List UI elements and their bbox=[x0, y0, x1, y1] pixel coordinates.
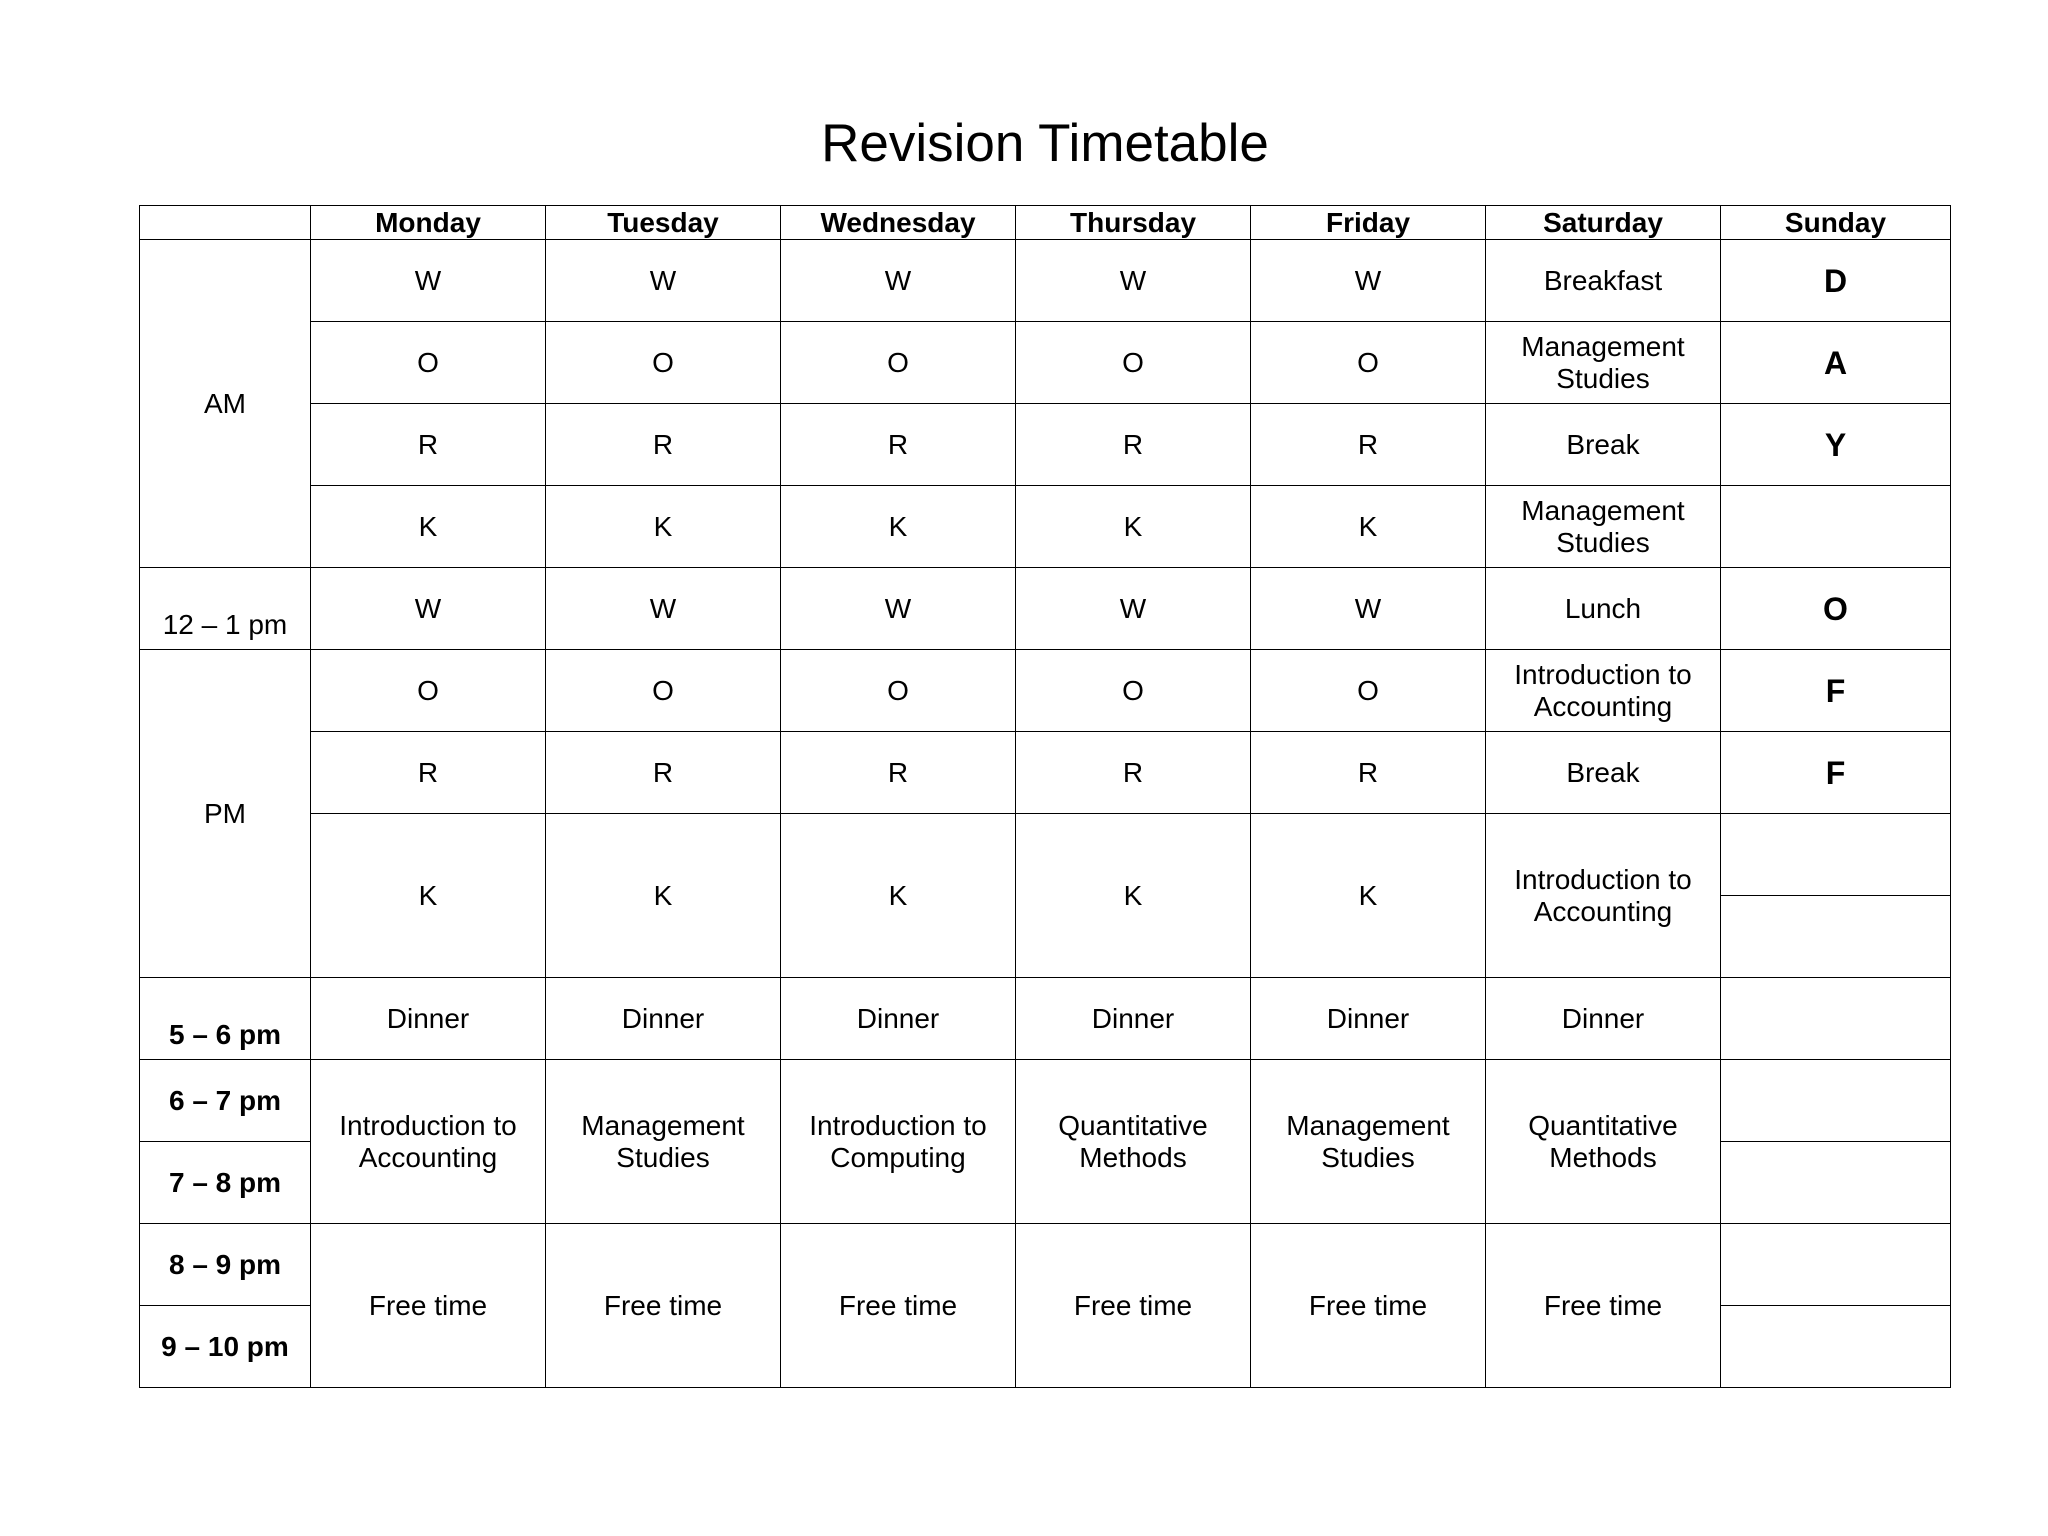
corner-cell bbox=[140, 206, 311, 240]
slot-5-6pm: 5 – 6 pm bbox=[140, 978, 311, 1060]
work-letter: W bbox=[781, 240, 1016, 322]
work-letter: K bbox=[1016, 814, 1251, 978]
sunday-empty bbox=[1721, 1060, 1951, 1142]
day-header-thursday: Thursday bbox=[1016, 206, 1251, 240]
work-letter: W bbox=[311, 240, 546, 322]
dinner-cell: Dinner bbox=[781, 978, 1016, 1060]
saturday-break: Break bbox=[1486, 732, 1721, 814]
work-letter: K bbox=[1251, 486, 1486, 568]
work-letter: W bbox=[781, 568, 1016, 650]
work-letter: R bbox=[311, 732, 546, 814]
evening-subject-saturday: Quantitative Methods bbox=[1486, 1060, 1721, 1224]
work-letter: O bbox=[781, 650, 1016, 732]
slot-7-8pm: 7 – 8 pm bbox=[140, 1142, 311, 1224]
work-letter: W bbox=[1016, 240, 1251, 322]
work-letter: O bbox=[311, 650, 546, 732]
free-time-cell: Free time bbox=[1251, 1224, 1486, 1388]
work-letter: K bbox=[781, 486, 1016, 568]
sunday-empty bbox=[1721, 1306, 1951, 1388]
sunday-empty bbox=[1721, 1224, 1951, 1306]
work-letter: R bbox=[311, 404, 546, 486]
free-time-cell: Free time bbox=[311, 1224, 546, 1388]
sunday-letter: A bbox=[1721, 322, 1951, 404]
work-letter: K bbox=[311, 486, 546, 568]
dinner-cell: Dinner bbox=[1251, 978, 1486, 1060]
slot-pm: PM bbox=[140, 650, 311, 978]
slot-am: AM bbox=[140, 240, 311, 568]
work-letter: W bbox=[546, 568, 781, 650]
sunday-letter: F bbox=[1721, 650, 1951, 732]
day-header-tuesday: Tuesday bbox=[546, 206, 781, 240]
free-time-cell: Free time bbox=[546, 1224, 781, 1388]
work-letter: O bbox=[546, 650, 781, 732]
sunday-empty bbox=[1721, 814, 1951, 896]
saturday-intro-accounting: Introduction to Accounting bbox=[1486, 814, 1721, 978]
work-letter: W bbox=[1251, 568, 1486, 650]
slot-noon: 12 – 1 pm bbox=[140, 568, 311, 650]
work-letter: O bbox=[311, 322, 546, 404]
dinner-cell: Dinner bbox=[311, 978, 546, 1060]
work-letter: R bbox=[1016, 404, 1251, 486]
sunday-empty bbox=[1721, 896, 1951, 978]
revision-timetable bbox=[139, 205, 1951, 1388]
work-letter: K bbox=[781, 814, 1016, 978]
work-letter: K bbox=[1016, 486, 1251, 568]
work-letter: R bbox=[546, 404, 781, 486]
free-time-cell: Free time bbox=[1016, 1224, 1251, 1388]
slot-6-7pm: 6 – 7 pm bbox=[140, 1060, 311, 1142]
work-letter: O bbox=[1251, 322, 1486, 404]
work-letter: W bbox=[1016, 568, 1251, 650]
work-letter: K bbox=[311, 814, 546, 978]
sunday-empty bbox=[1721, 486, 1951, 568]
work-letter: R bbox=[546, 732, 781, 814]
evening-subject-monday: Introduction to Accounting bbox=[311, 1060, 546, 1224]
work-letter: O bbox=[781, 322, 1016, 404]
work-letter: K bbox=[546, 486, 781, 568]
sunday-empty bbox=[1721, 1142, 1951, 1224]
day-header-sunday: Sunday bbox=[1721, 206, 1951, 240]
day-header-friday: Friday bbox=[1251, 206, 1486, 240]
saturday-management-studies: Management Studies bbox=[1486, 322, 1721, 404]
evening-subject-wednesday: Introduction to Computing bbox=[781, 1060, 1016, 1224]
slot-8-9pm: 8 – 9 pm bbox=[140, 1224, 311, 1306]
sunday-letter: Y bbox=[1721, 404, 1951, 486]
saturday-lunch: Lunch bbox=[1486, 568, 1721, 650]
dinner-cell: Dinner bbox=[1486, 978, 1721, 1060]
work-letter: O bbox=[546, 322, 781, 404]
free-time-cell: Free time bbox=[781, 1224, 1016, 1388]
work-letter: O bbox=[1016, 650, 1251, 732]
evening-subject-friday: Management Studies bbox=[1251, 1060, 1486, 1224]
work-letter: K bbox=[1251, 814, 1486, 978]
saturday-break: Break bbox=[1486, 404, 1721, 486]
slot-9-10pm: 9 – 10 pm bbox=[140, 1306, 311, 1388]
work-letter: R bbox=[1016, 732, 1251, 814]
day-header-monday: Monday bbox=[311, 206, 546, 240]
sunday-letter: D bbox=[1721, 240, 1951, 322]
work-letter: R bbox=[1251, 404, 1486, 486]
evening-subject-thursday: Quantitative Methods bbox=[1016, 1060, 1251, 1224]
sunday-letter: O bbox=[1721, 568, 1951, 650]
work-letter: O bbox=[1251, 650, 1486, 732]
sunday-letter: F bbox=[1721, 732, 1951, 814]
dinner-cell: Dinner bbox=[1016, 978, 1251, 1060]
work-letter: O bbox=[1016, 322, 1251, 404]
free-time-cell: Free time bbox=[1486, 1224, 1721, 1388]
sunday-empty bbox=[1721, 978, 1951, 1060]
page-title: Revision Timetable bbox=[821, 114, 1269, 173]
work-letter: W bbox=[311, 568, 546, 650]
day-header-wednesday: Wednesday bbox=[781, 206, 1016, 240]
saturday-management-studies: Management Studies bbox=[1486, 486, 1721, 568]
dinner-cell: Dinner bbox=[546, 978, 781, 1060]
work-letter: W bbox=[1251, 240, 1486, 322]
day-header-saturday: Saturday bbox=[1486, 206, 1721, 240]
evening-subject-tuesday: Management Studies bbox=[546, 1060, 781, 1224]
work-letter: R bbox=[1251, 732, 1486, 814]
saturday-breakfast: Breakfast bbox=[1486, 240, 1721, 322]
saturday-intro-accounting: Introduction to Accounting bbox=[1486, 650, 1721, 732]
work-letter: W bbox=[546, 240, 781, 322]
work-letter: K bbox=[546, 814, 781, 978]
work-letter: R bbox=[781, 732, 1016, 814]
work-letter: R bbox=[781, 404, 1016, 486]
